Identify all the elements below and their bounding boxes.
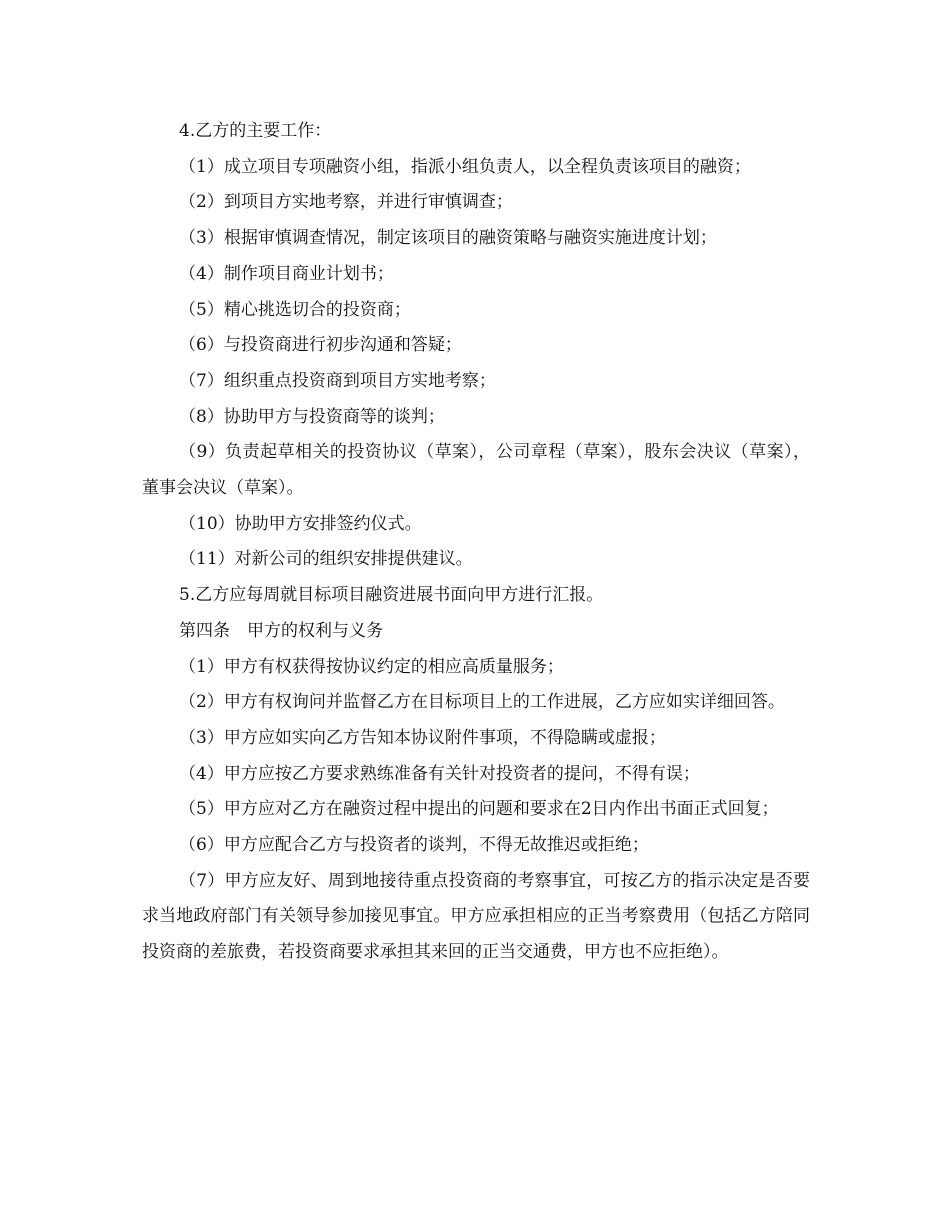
list-item: （4）甲方应按乙方要求熟练准备有关针对投资者的提问，不得有误； (179, 763, 700, 784)
list-item: （6）与投资商进行初步沟通和答疑； (179, 335, 462, 356)
list-item: （4）制作项目商业计划书； (179, 263, 394, 284)
list-item: （1）成立项目专项融资小组，指派小组负责人，以全程负责该项目的融资； (179, 156, 751, 177)
list-item: （10）协助甲方安排签约仪式。 (179, 513, 422, 534)
list-item: （7）组织重点投资商到项目方实地考察； (179, 370, 496, 391)
list-item: （9）负责起草相关的投资协议（草案），公司章程（草案），股东会决议（草案），董事会决议（草案）。 (142, 442, 810, 499)
list-item: （6）甲方应配合乙方与投资者的谈判，不得无故推迟或拒绝； (179, 835, 649, 856)
list-item: （5）甲方应对乙方在融资过程中提出的问题和要求在2日内作出书面正式回复； (179, 799, 779, 820)
list-item: （2）甲方有权询问并监督乙方在目标项目上的工作进展，乙方应如实详细回答。 (179, 692, 785, 713)
list-item: （11）对新公司的组织安排提供建议。 (179, 549, 473, 570)
list-item: （2）到项目方实地考察，并进行审慎调查； (179, 192, 513, 213)
list-item: （7）甲方应友好、周到地接待重点投资商的考察事宜，可按乙方的指示决定是否要求当地政府部门有关领导参加接见事宜。甲方应承担相应的正当考察费用（包括乙方陪同投资商的差旅费，若投资商要求承担其来回的正当交通费，甲方也不应拒绝）。 (142, 870, 810, 963)
section-heading-party-b-work: 4.乙方的主要工作： (179, 121, 332, 141)
list-item: （5）精心挑选切合的投资商； (179, 299, 411, 320)
article-heading: 第四条 甲方的权利与义务 (179, 620, 383, 641)
list-item: （8）协助甲方与投资商等的谈判； (179, 406, 445, 427)
list-item: （3）根据审慎调查情况，制定该项目的融资策略与融资实施进度计划； (179, 228, 717, 249)
document-body (142, 114, 810, 971)
list-item: （3）甲方应如实向乙方告知本协议附件事项，不得隐瞒或虚报； (179, 727, 666, 748)
list-item: （1）甲方有权获得按协议约定的相应高质量服务； (179, 656, 564, 677)
clause-paragraph: 5.乙方应每周就目标项目融资进展书面向甲方进行汇报。 (179, 585, 604, 606)
